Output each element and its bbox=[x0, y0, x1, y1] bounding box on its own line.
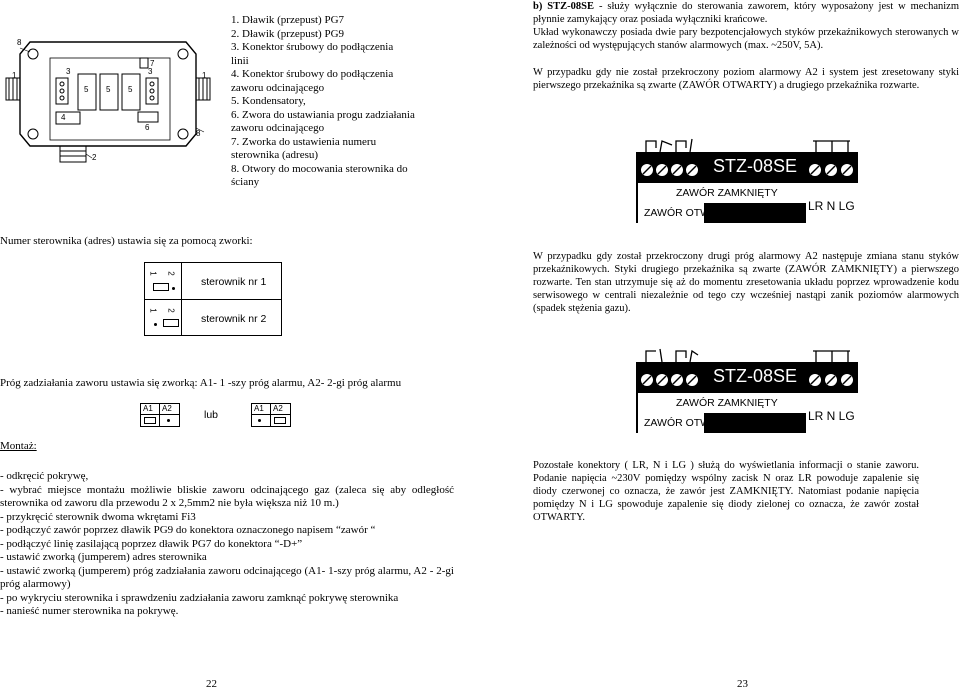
label-6: 6 bbox=[145, 123, 150, 132]
module-1-open-label: ZAWÓR OTWARTY bbox=[644, 207, 738, 219]
para-c: W przypadku gdy nie został przekroczony poziom alarmowy A2 i system jest zresetowany styki pierwszego przekaźnika są zwarte (ZAWÓR OTWARTY) a drugiego przekaźnika rozwarte. bbox=[533, 67, 959, 91]
label-1: 1 bbox=[12, 71, 17, 80]
component-legend bbox=[231, 14, 415, 190]
label-5c: 5 bbox=[128, 85, 133, 94]
jumper1-pin1: 1 bbox=[148, 271, 158, 276]
threshold-jumper-a: A1 A2 bbox=[140, 403, 180, 427]
montaz-step-6: - ustawić zworką (jumperem) adres sterownika bbox=[0, 551, 207, 563]
montaz-step-3: - przykręcić sterownik dwoma wkrętami Fi3 bbox=[0, 510, 196, 523]
legend-item-7: 7. Zworka do ustawienia numeru bbox=[231, 135, 377, 148]
legend-item-7-cont: sterownika (adresu) bbox=[231, 149, 319, 161]
montaz-step-1: - odkręcić pokrywę, bbox=[0, 470, 89, 482]
legend-item-3: 3. Konektor śrubowy do podłączenia bbox=[231, 41, 394, 53]
threshold-jumper-b: A1 A2 bbox=[251, 403, 291, 427]
module-1 bbox=[636, 137, 858, 223]
threshold-or: lub bbox=[204, 409, 219, 421]
para-b2: Układ wykonawczy posiada dwie pary bezpotencjałowych styków przekaźnikowych sterowanych w zależności od występujących stanów alarmowych (max. ~250V, 5A). bbox=[533, 27, 959, 51]
legend-item-3-cont: linii bbox=[231, 54, 249, 67]
legend-item-5: 5. Kondensatory, bbox=[231, 95, 306, 107]
legend-item-6: 6. Zwora do ustawiania progu zadziałania bbox=[231, 108, 415, 121]
legend-item-8-cont: ściany bbox=[231, 176, 260, 188]
module-1-terminals: LR N LG bbox=[808, 199, 855, 213]
page-number-left: 22 bbox=[206, 678, 217, 690]
montaz-heading: Montaż: bbox=[0, 440, 37, 452]
montaz-step-8: - po wykryciu sterownika i sprawdzeniu zadziałania zaworu zamknąć pokrywę sterownika bbox=[0, 591, 399, 604]
enclosure-diagram bbox=[0, 28, 225, 168]
montaz-step-7: - ustawić zworką (jumperem) próg zadziałania zaworu odcinającego (A1- 1-szy próg alarmu, A2 - 2-gi próg alarmowy) bbox=[0, 564, 454, 590]
legend-item-2: 2. Dławik (przepust) PG9 bbox=[231, 27, 345, 40]
montaz-step-9: - nanieść numer sterownika na pokrywę. bbox=[0, 605, 179, 617]
label-7: 7 bbox=[150, 59, 155, 68]
para-b bbox=[533, 0, 959, 26]
label-3a: 3 bbox=[66, 67, 71, 76]
legend-item-4: 4. Konektor śrubowy do podłączenia bbox=[231, 68, 394, 80]
label-2: 2 bbox=[92, 153, 97, 162]
para-b-rest: - służy wyłącznie do sterowania zaworem, który wyposażony jest w mechanizm płynnie zamykający oraz posiada wyłączniki krańcowe. bbox=[533, 1, 959, 25]
para-b-lead: b) STZ-08SE bbox=[533, 1, 594, 12]
module-2-open-label: ZAWÓR OTWARTY bbox=[644, 417, 738, 429]
label-4: 4 bbox=[61, 113, 66, 122]
module-1-closed-label: ZAWÓR ZAMKNIĘTY bbox=[676, 187, 778, 199]
threshold-text: Próg zadziałania zaworu ustawia się zworką: A1- 1 -szy próg alarmu, A2- 2-gi próg alarmu bbox=[0, 377, 402, 389]
montaz-step-5: - podłączyć linię zasilającą poprzez dławik PG7 do konektora “-D+” bbox=[0, 537, 303, 550]
module-2-terminals: LR N LG bbox=[808, 409, 855, 423]
legend-item-6-cont: zaworu odcinającego bbox=[231, 122, 325, 134]
jumper2-pin2: 2 bbox=[166, 308, 176, 313]
label-1b: 1 bbox=[202, 71, 207, 80]
label-5b: 5 bbox=[106, 85, 111, 94]
jumper1-label: sterownik nr 1 bbox=[201, 276, 267, 288]
montaz-step-2: - wybrać miejsce montażu możliwie bliskie zaworu odcinającego gaz (zaleca się aby odległość sterownika od zaworu dla przewodu 2 x 2,5mm2 nie była większa niż 10 m.) bbox=[0, 483, 454, 509]
jumper2-pin1: 1 bbox=[148, 308, 158, 313]
jumper1-pin2: 2 bbox=[166, 271, 176, 276]
legend-item-4-cont: zaworu odcinającego bbox=[231, 81, 325, 94]
module-2-name: STZ-08SE bbox=[713, 366, 798, 386]
address-heading: Numer sterownika (adres) ustawia się za pomocą zworki: bbox=[0, 235, 253, 247]
para-e: Pozostałe konektory ( LR, N i LG ) służą do wyświetlania informacji o stanie zaworu. Podanie napięcia ~230V pomiędzy wspólny zacisk N oraz LR powoduje zapalenie się diody czerwonej co oznacza, że zawór jest ZAMKNIĘTY. Natomiast podanie napięcia pomiędzy N i LG spowoduje zapalenie się diody zielonej co oznacza, że zawór został OTWARTY. bbox=[533, 460, 919, 523]
address-jumper-box bbox=[144, 262, 282, 336]
jumper2-label: sterownik nr 2 bbox=[201, 313, 267, 325]
module-1-name: STZ-08SE bbox=[713, 156, 798, 176]
module-2-closed-label: ZAWÓR ZAMKNIĘTY bbox=[676, 397, 778, 409]
montaz-step-4: - podłączyć zawór poprzez dławik PG9 do konektora oznaczonego napisem “zawór “ bbox=[0, 524, 376, 536]
label-8b: 8 bbox=[196, 129, 201, 138]
legend-item-8: 8. Otwory do mocowania sterownika do bbox=[231, 162, 408, 175]
label-3b: 3 bbox=[148, 67, 153, 76]
legend-item-1: 1. Dławik (przepust) PG7 bbox=[231, 14, 345, 26]
jumper1-shape bbox=[153, 283, 169, 291]
montaz-list bbox=[0, 470, 454, 619]
para-d: W przypadku gdy został przekroczony drugi próg alarmowy A2 następuje zmiana stanu styków przekaźnikowych. Styki drugiego przekaźnika są zwarte (ZAWÓR ZAMKNIĘTY) a pierwszego rozwarte. Ten stan utrzymuje się aż do momentu zresetowania układu poprzez wprowadzenie kodu serwisowego w centrali niezależnie od tego czy wcześniej nastąpi zanik poziomów alarmowych (spadek stężenia gazu). bbox=[533, 251, 959, 314]
jumper2-shape bbox=[163, 319, 179, 327]
module-2 bbox=[636, 347, 858, 433]
label-5a: 5 bbox=[84, 85, 89, 94]
label-8a: 8 bbox=[17, 38, 22, 47]
page-number-right: 23 bbox=[737, 678, 748, 690]
